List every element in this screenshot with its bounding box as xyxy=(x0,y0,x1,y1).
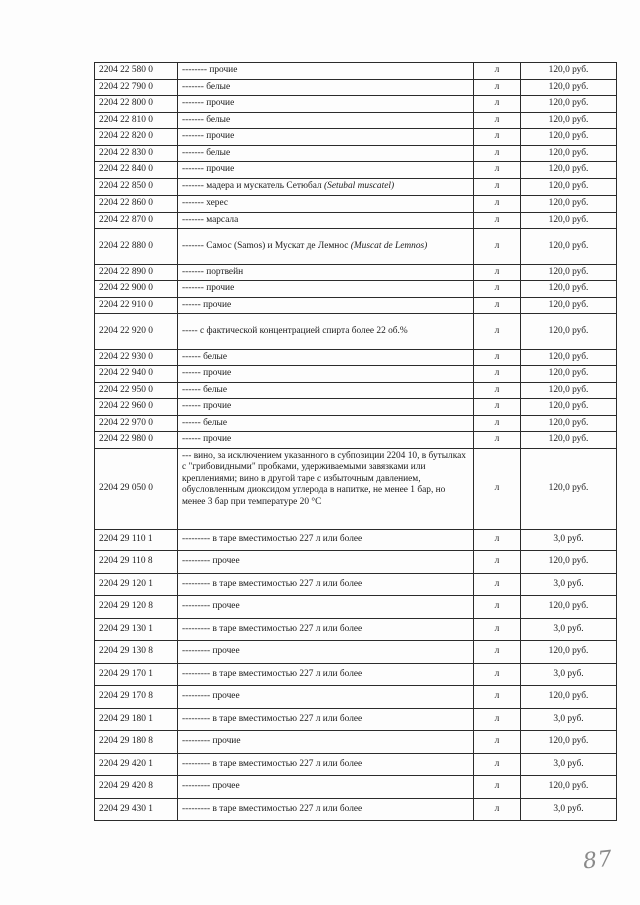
row-rate: 120,0 руб. xyxy=(521,686,617,709)
row-unit: л xyxy=(474,281,521,298)
table-row xyxy=(95,399,617,416)
row-unit: л xyxy=(474,212,521,229)
row-unit: л xyxy=(474,63,521,80)
row-rate: 3,0 руб. xyxy=(521,573,617,596)
row-description: ------ белые xyxy=(178,415,474,432)
row-description: ------- прочие xyxy=(178,129,474,146)
row-code: 2204 22 880 0 xyxy=(95,229,178,265)
row-unit: л xyxy=(474,178,521,196)
row-code: 2204 22 840 0 xyxy=(95,162,178,179)
table-row xyxy=(95,432,617,449)
row-description: --------- прочее xyxy=(178,776,474,799)
row-unit: л xyxy=(474,641,521,664)
table-row xyxy=(95,776,617,799)
row-rate: 120,0 руб. xyxy=(521,229,617,265)
row-unit: л xyxy=(474,96,521,113)
row-description: --- вино, за исключением указанного в субпозиции 2204 10, в бутылках с "грибовидными" пробками, удерживаемыми завязками или креплениями; вино в другой таре с избыточным давлением, обусловленным диоксидом углерода в напитке, не менее 1 бар, но менее 3 бар при температуре 20 °С xyxy=(178,448,474,529)
row-code: 2204 22 960 0 xyxy=(95,399,178,416)
table-row xyxy=(95,178,617,196)
row-description: ------ прочие xyxy=(178,399,474,416)
row-unit: л xyxy=(474,753,521,776)
table-row xyxy=(95,798,617,821)
row-rate: 120,0 руб. xyxy=(521,297,617,314)
table-row xyxy=(95,529,617,551)
row-description: --------- прочее xyxy=(178,551,474,574)
row-unit: л xyxy=(474,663,521,686)
table-row xyxy=(95,281,617,298)
row-code: 2204 29 170 1 xyxy=(95,663,178,686)
row-code: 2204 22 970 0 xyxy=(95,415,178,432)
table-row xyxy=(95,79,617,96)
row-description xyxy=(178,178,474,196)
row-description: --------- в таре вместимостью 227 л или более xyxy=(178,708,474,731)
row-description: ------- прочие xyxy=(178,96,474,113)
table-row xyxy=(95,112,617,129)
table-row xyxy=(95,96,617,113)
tariff-table xyxy=(94,62,617,821)
row-unit: л xyxy=(474,529,521,551)
row-description-latin: (Muscat de Lemnos) xyxy=(350,240,428,251)
table-row xyxy=(95,686,617,709)
row-description: --------- в таре вместимостью 227 л или более xyxy=(178,663,474,686)
row-rate: 120,0 руб. xyxy=(521,349,617,366)
handwritten-page-number: 87 xyxy=(581,846,615,875)
row-code: 2204 29 130 8 xyxy=(95,641,178,664)
row-unit: л xyxy=(474,399,521,416)
row-rate: 120,0 руб. xyxy=(521,415,617,432)
row-rate: 120,0 руб. xyxy=(521,551,617,574)
row-rate: 120,0 руб. xyxy=(521,96,617,113)
row-description: ------- белые xyxy=(178,145,474,162)
table-row xyxy=(95,382,617,399)
row-rate: 3,0 руб. xyxy=(521,798,617,821)
table-row xyxy=(95,162,617,179)
row-code: 2204 29 420 8 xyxy=(95,776,178,799)
row-rate: 120,0 руб. xyxy=(521,596,617,619)
row-unit: л xyxy=(474,162,521,179)
row-description: ------- херес xyxy=(178,196,474,213)
row-description: --------- в таре вместимостью 227 л или более xyxy=(178,798,474,821)
table-row xyxy=(95,573,617,596)
row-rate: 3,0 руб. xyxy=(521,753,617,776)
table-row xyxy=(95,366,617,383)
row-code: 2204 29 050 0 xyxy=(95,448,178,529)
row-rate: 120,0 руб. xyxy=(521,382,617,399)
row-description: -------- прочие xyxy=(178,63,474,80)
row-rate: 120,0 руб. xyxy=(521,399,617,416)
row-rate: 120,0 руб. xyxy=(521,641,617,664)
row-unit: л xyxy=(474,129,521,146)
row-code: 2204 29 130 1 xyxy=(95,618,178,641)
row-rate: 120,0 руб. xyxy=(521,112,617,129)
row-description: ------- марсала xyxy=(178,212,474,229)
row-code: 2204 22 900 0 xyxy=(95,281,178,298)
row-description: ------- прочие xyxy=(178,281,474,298)
row-unit: л xyxy=(474,366,521,383)
row-rate: 120,0 руб. xyxy=(521,145,617,162)
row-unit: л xyxy=(474,432,521,449)
table-row xyxy=(95,731,617,754)
row-rate: 3,0 руб. xyxy=(521,618,617,641)
table-row xyxy=(95,229,617,265)
row-code: 2204 22 580 0 xyxy=(95,63,178,80)
row-code: 2204 22 980 0 xyxy=(95,432,178,449)
table-row xyxy=(95,212,617,229)
row-description: ----- с фактической концентрацией спирта более 22 об.% xyxy=(178,314,474,350)
row-description-latin: (Setubal muscatel) xyxy=(324,181,395,192)
row-code: 2204 29 420 1 xyxy=(95,753,178,776)
table-row xyxy=(95,663,617,686)
table-row xyxy=(95,448,617,529)
row-code: 2204 22 850 0 xyxy=(95,178,178,196)
row-unit: л xyxy=(474,798,521,821)
row-rate: 120,0 руб. xyxy=(521,731,617,754)
row-rate: 120,0 руб. xyxy=(521,281,617,298)
row-description: ------ прочие xyxy=(178,366,474,383)
row-code: 2204 22 860 0 xyxy=(95,196,178,213)
row-unit: л xyxy=(474,731,521,754)
row-unit: л xyxy=(474,573,521,596)
row-description: --------- прочее xyxy=(178,641,474,664)
row-unit: л xyxy=(474,618,521,641)
table-row xyxy=(95,618,617,641)
row-rate: 120,0 руб. xyxy=(521,264,617,281)
row-unit: л xyxy=(474,382,521,399)
row-code: 2204 22 820 0 xyxy=(95,129,178,146)
row-code: 2204 29 430 1 xyxy=(95,798,178,821)
row-description: ------- портвейн xyxy=(178,264,474,281)
row-rate: 120,0 руб. xyxy=(521,776,617,799)
row-code: 2204 22 930 0 xyxy=(95,349,178,366)
table-row xyxy=(95,753,617,776)
row-code: 2204 29 120 1 xyxy=(95,573,178,596)
row-description: ------ белые xyxy=(178,349,474,366)
row-rate: 120,0 руб. xyxy=(521,448,617,529)
row-description: ------- белые xyxy=(178,79,474,96)
row-rate: 120,0 руб. xyxy=(521,314,617,350)
row-unit: л xyxy=(474,708,521,731)
row-rate: 120,0 руб. xyxy=(521,366,617,383)
row-rate: 120,0 руб. xyxy=(521,79,617,96)
row-rate: 120,0 руб. xyxy=(521,178,617,196)
row-description xyxy=(178,229,474,265)
row-code: 2204 22 810 0 xyxy=(95,112,178,129)
row-unit: л xyxy=(474,448,521,529)
table-row xyxy=(95,129,617,146)
row-code: 2204 29 110 8 xyxy=(95,551,178,574)
row-description: --------- в таре вместимостью 227 л или более xyxy=(178,753,474,776)
row-unit: л xyxy=(474,551,521,574)
table-row xyxy=(95,145,617,162)
row-description: --------- прочие xyxy=(178,731,474,754)
row-description: ------- белые xyxy=(178,112,474,129)
row-unit: л xyxy=(474,349,521,366)
row-description: --------- в таре вместимостью 227 л или более xyxy=(178,618,474,641)
row-code: 2204 22 920 0 xyxy=(95,314,178,350)
row-unit: л xyxy=(474,196,521,213)
row-description: ------ прочие xyxy=(178,432,474,449)
table-row xyxy=(95,196,617,213)
table-row xyxy=(95,297,617,314)
row-description: --------- в таре вместимостью 227 л или более xyxy=(178,573,474,596)
table-row xyxy=(95,641,617,664)
table-row xyxy=(95,708,617,731)
row-code: 2204 29 170 8 xyxy=(95,686,178,709)
row-unit: л xyxy=(474,686,521,709)
row-code: 2204 22 940 0 xyxy=(95,366,178,383)
row-rate: 120,0 руб. xyxy=(521,63,617,80)
row-rate: 3,0 руб. xyxy=(521,708,617,731)
row-description: ------ прочие xyxy=(178,297,474,314)
row-unit: л xyxy=(474,596,521,619)
row-code: 2204 22 830 0 xyxy=(95,145,178,162)
row-description: --------- прочее xyxy=(178,596,474,619)
row-rate: 120,0 руб. xyxy=(521,129,617,146)
row-rate: 120,0 руб. xyxy=(521,212,617,229)
row-unit: л xyxy=(474,264,521,281)
row-rate: 120,0 руб. xyxy=(521,162,617,179)
row-code: 2204 22 800 0 xyxy=(95,96,178,113)
row-code: 2204 29 180 1 xyxy=(95,708,178,731)
row-code: 2204 29 110 1 xyxy=(95,529,178,551)
row-description-text: ------- Самос (Samos) и Мускат де Лемнос xyxy=(182,240,351,251)
row-code: 2204 29 120 8 xyxy=(95,596,178,619)
table-row xyxy=(95,596,617,619)
table-row xyxy=(95,264,617,281)
row-rate: 120,0 руб. xyxy=(521,432,617,449)
row-rate: 3,0 руб. xyxy=(521,663,617,686)
row-unit: л xyxy=(474,145,521,162)
row-code: 2204 22 790 0 xyxy=(95,79,178,96)
table-row xyxy=(95,314,617,350)
row-unit: л xyxy=(474,415,521,432)
row-code: 2204 29 180 8 xyxy=(95,731,178,754)
row-description-text: ------- мадера и мускатель Сетюбал xyxy=(182,181,325,192)
row-unit: л xyxy=(474,79,521,96)
table-row xyxy=(95,415,617,432)
table-row xyxy=(95,349,617,366)
table-row xyxy=(95,63,617,80)
row-unit: л xyxy=(474,229,521,265)
row-description: ------ белые xyxy=(178,382,474,399)
row-code: 2204 22 910 0 xyxy=(95,297,178,314)
row-unit: л xyxy=(474,314,521,350)
row-unit: л xyxy=(474,776,521,799)
row-description: --------- прочее xyxy=(178,686,474,709)
row-description: ------- прочие xyxy=(178,162,474,179)
row-code: 2204 22 870 0 xyxy=(95,212,178,229)
row-code: 2204 22 950 0 xyxy=(95,382,178,399)
table-row xyxy=(95,551,617,574)
row-description: --------- в таре вместимостью 227 л или более xyxy=(178,529,474,551)
row-rate: 120,0 руб. xyxy=(521,196,617,213)
row-unit: л xyxy=(474,112,521,129)
row-unit: л xyxy=(474,297,521,314)
row-rate: 3,0 руб. xyxy=(521,529,617,551)
row-code: 2204 22 890 0 xyxy=(95,264,178,281)
